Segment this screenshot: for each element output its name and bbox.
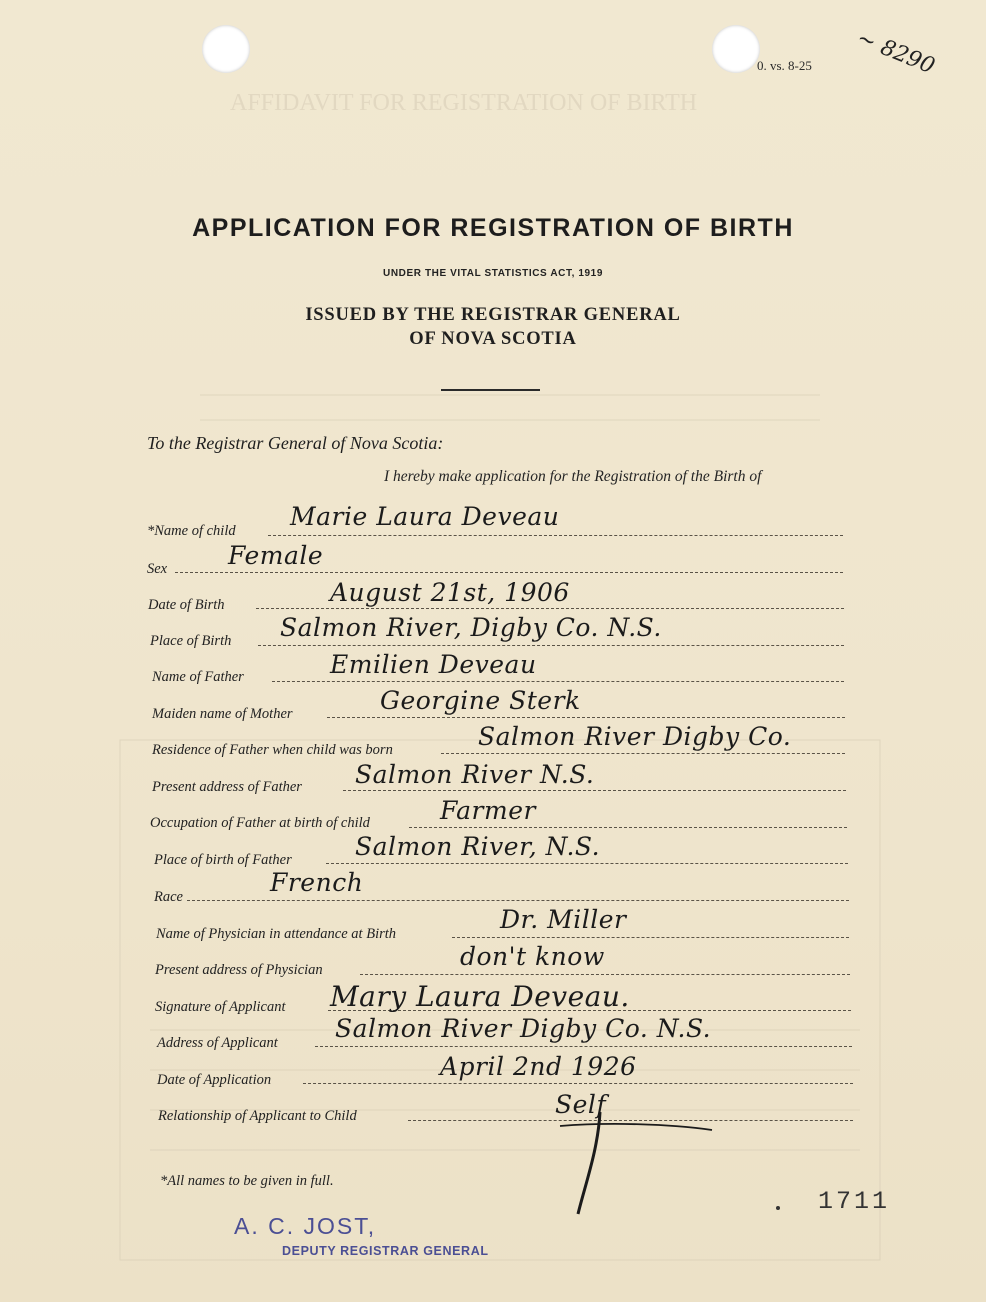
field-value: Georgine Sterk	[380, 686, 581, 715]
field-line	[272, 681, 844, 682]
field-label: Relationship of Applicant to Child	[158, 1108, 357, 1124]
field-label: Name of Father	[152, 669, 244, 685]
field-line	[452, 937, 849, 938]
field-value: August 21st, 1906	[330, 578, 570, 607]
field-line	[268, 535, 843, 536]
field-label: Residence of Father when child was born	[152, 742, 393, 758]
issuer-line-1: ISSUED BY THE REGISTRAR GENERAL	[305, 305, 681, 325]
file-number: 1711	[818, 1187, 891, 1216]
field-label: Race	[154, 889, 183, 905]
field-line	[360, 974, 850, 975]
field-label: Signature of Applicant	[155, 999, 286, 1015]
ink-dot	[776, 1206, 780, 1210]
field-value: Self	[555, 1090, 607, 1119]
field-label: Present address of Father	[152, 779, 302, 795]
field-line	[441, 753, 845, 754]
field-label: Place of birth of Father	[154, 852, 292, 868]
field-line	[327, 717, 845, 718]
field-label: Maiden name of Mother	[152, 706, 293, 722]
field-label: Occupation of Father at birth of child	[150, 815, 370, 831]
field-line	[187, 900, 849, 901]
field-label: Date of Application	[157, 1072, 272, 1088]
salutation: To the Registrar General of Nova Scotia:	[147, 433, 444, 453]
field-value: Female	[228, 541, 324, 570]
field-label: Name of Physician in attendance at Birth	[156, 926, 397, 942]
field-label: Date of Birth	[148, 597, 225, 613]
field-line	[326, 863, 848, 864]
field-line	[175, 572, 843, 573]
field-value: Salmon River, Digby Co. N.S.	[280, 613, 662, 642]
document-title: APPLICATION FOR REGISTRATION OF BIRTH	[192, 214, 794, 242]
field-label: *Name of child	[147, 523, 236, 539]
field-value: Emilien Deveau	[330, 650, 537, 679]
field-line	[258, 645, 844, 646]
form-code: 0. vs. 8-25	[757, 58, 812, 73]
punch-hole-left	[202, 25, 250, 73]
field-line	[408, 1120, 853, 1121]
svg-text:AFFIDAVIT FOR REGISTRATION OF: AFFIDAVIT FOR REGISTRATION OF BIRTH	[230, 90, 698, 116]
field-line	[343, 790, 846, 791]
footnote: *All names to be given in full.	[160, 1173, 334, 1189]
field-value: Salmon River Digby Co.	[478, 722, 792, 751]
field-label: Present address of Physician	[155, 962, 323, 978]
field-value: don't know	[460, 942, 605, 971]
punch-hole-right	[712, 25, 760, 73]
field-line	[303, 1083, 853, 1084]
field-value: French	[270, 868, 364, 897]
divider-rule	[441, 389, 540, 391]
intro-statement: I hereby make application for the Registration of the Birth of	[384, 468, 762, 485]
registrar-stamp-name: A. C. JOST,	[234, 1213, 377, 1239]
field-value: Mary Laura Deveau.	[330, 980, 630, 1013]
field-line	[256, 608, 844, 609]
field-value: Salmon River Digby Co. N.S.	[335, 1014, 712, 1043]
field-label: Sex	[147, 561, 168, 577]
field-label: Address of Applicant	[157, 1035, 278, 1051]
field-value: Marie Laura Deveau	[290, 502, 560, 531]
registrar-stamp-title: DEPUTY REGISTRAR GENERAL	[282, 1244, 489, 1258]
field-value: Dr. Miller	[500, 905, 627, 934]
issuer-block	[0, 303, 986, 351]
field-line	[409, 827, 847, 828]
field-line	[315, 1046, 852, 1047]
document-subtitle: UNDER THE VITAL STATISTICS ACT, 1919	[383, 268, 603, 279]
field-value: Farmer	[440, 796, 536, 825]
issuer-line-2: OF NOVA SCOTIA	[409, 329, 577, 349]
field-label: Place of Birth	[150, 633, 232, 649]
field-value: Salmon River, N.S.	[355, 832, 601, 861]
field-value: Salmon River N.S.	[355, 760, 595, 789]
field-value: April 2nd 1926	[440, 1052, 637, 1081]
corner-handwritten-note: ~ 8290	[853, 25, 939, 80]
